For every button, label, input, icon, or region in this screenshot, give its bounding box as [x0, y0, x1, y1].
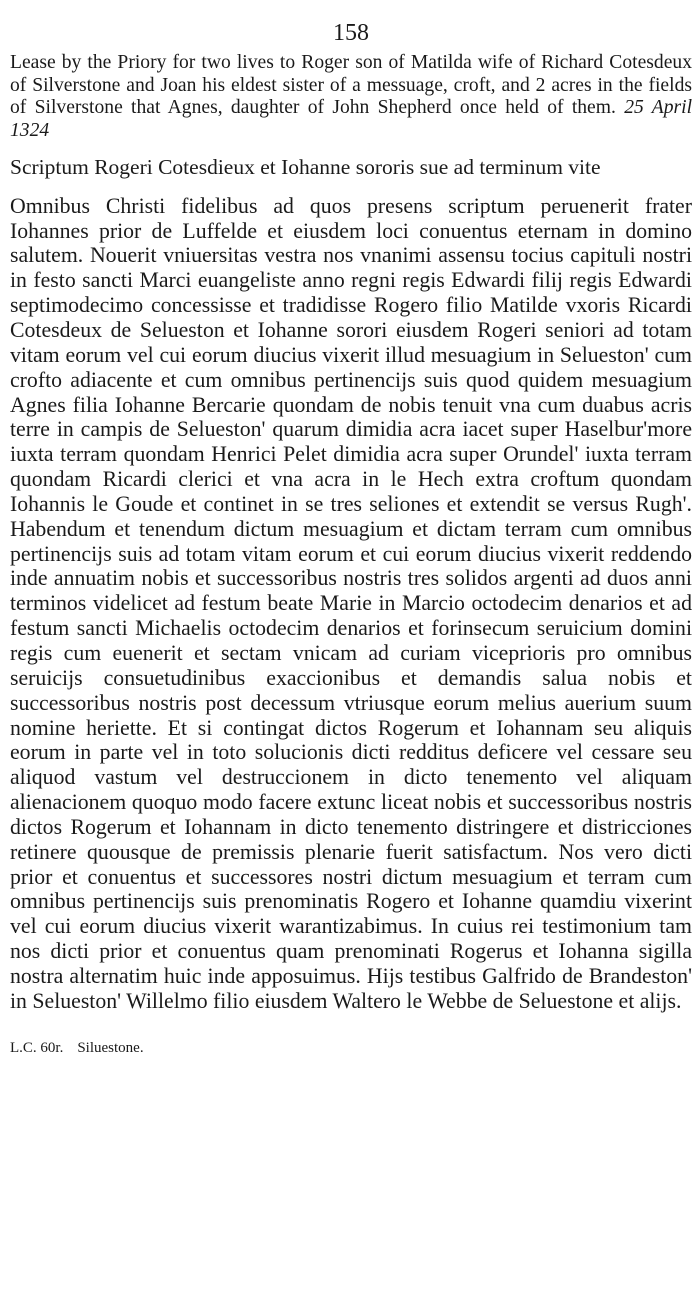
document-summary [10, 52, 692, 142]
page-number: 158 [333, 20, 369, 46]
source-footnote [10, 1039, 692, 1057]
summary-date: 25 April 1324 [10, 97, 693, 141]
summary-text: Lease by the Priory for two lives to Roger son of Matilda wife of Richard Cotesdeux of Silverstone and Joan his eldest sister of a messuage, croft, and 2 acres in the fields of Silverstone that Agnes, daughter of John Shepherd once held of them. [10, 52, 692, 118]
footnote-place: Siluestone. [77, 1039, 144, 1056]
footnote-reference: L.C. 60r. [10, 1039, 64, 1056]
charter-body: Omnibus Christi fidelibus ad quos presens scriptum peruenerit frater Iohannes prior de Luffelde et eiusdem loci conuentus eternam in domino salutem. Nouerit vniuersitas vestra nos vnanimi assensu tocius capituli nostri in festo sancti Marci euangeliste anno regni regis Edwardi filij regis Edwardi septimodecimo concessisse et tradidisse Rogero filio Matilde vxoris Ricardi Cotesdeux de Selueston et Iohanne sorori eiusdem Rogeri seniori ad totam vitam eorum vel cui eorum diucius vixerit illud mesuagium in Selueston' cum crofto adiacente et cum omnibus pertinencijs suis quod quidem mesuagium Agnes filia Iohanne Bercarie quondam de nobis tenuit vna cum duabus acris terre in campis de Selueston' quarum dimidia acra iacet super Haselbur'more iuxta terram quondam Henrici Pelet dimidia acra super Orundel' iuxta terram quondam Ricardi clerici et vna acra in le Hech extra croftum quondam Iohannis le Goude et continet in se tres seliones et extendit se versus Rugh'. Habendum et tenendum dictum mesuagium et dictam terram cum omnibus pertinencijs suis ad totam vitam eorum et cui eorum diucius vixerit reddendo inde annuatim nobis et successoribus nostris tres solidos argenti ad duos anni terminos videlicet ad festum beate Marie in Marcio octodecim denarios et ad festum sancti Michaelis octodecim denarios et forinsecum seruicium domini regis cum euenerit et sectam vnicam ad curiam viceprioris pro omnibus seruicijs consuetudinibus exaccionibus et demandis salua nobis et successoribus nostris post decessum vtriusque eorum melius auerium suum nomine heriette. Et si contingat dictos Rogerum et Iohannam seu aliquis eorum in parte vel in toto solucionis dicti redditus deficere vel cessare seu aliquod vastum vel destruccionem in dicto tenemento vel aliquam alienacionem quoquo modo facere extunc liceat nobis et successoribus nostris dictos Rogerum et Iohannam in dicto tenemento distringere et districciones retinere quousque de premissis plenarie fuerit satisfactum. Nos vero dicti prior et conuentus et successores nostri dictum mesuagium et terram cum omnibus pertinencijs suis prenominatis Rogero et Iohanne quamdiu vixerint vel cui eorum diucius vixerit warantizabimus. In cuius rei testimonium tam nos dicti prior et conuentus quam prenominati Rogerus et Iohanna sigilla nostra alternatim huic inde apposuimus. Hijs testibus Galfrido de Brandeston' in Selueston' Willelmo filio eiusdem Waltero le Webbe de Seluestone et alijs. [10, 193, 692, 1013]
charter-heading: Scriptum Rogeri Cotesdieux et Iohanne sororis sue ad terminum vite [10, 155, 601, 179]
document-page [10, 18, 692, 1057]
